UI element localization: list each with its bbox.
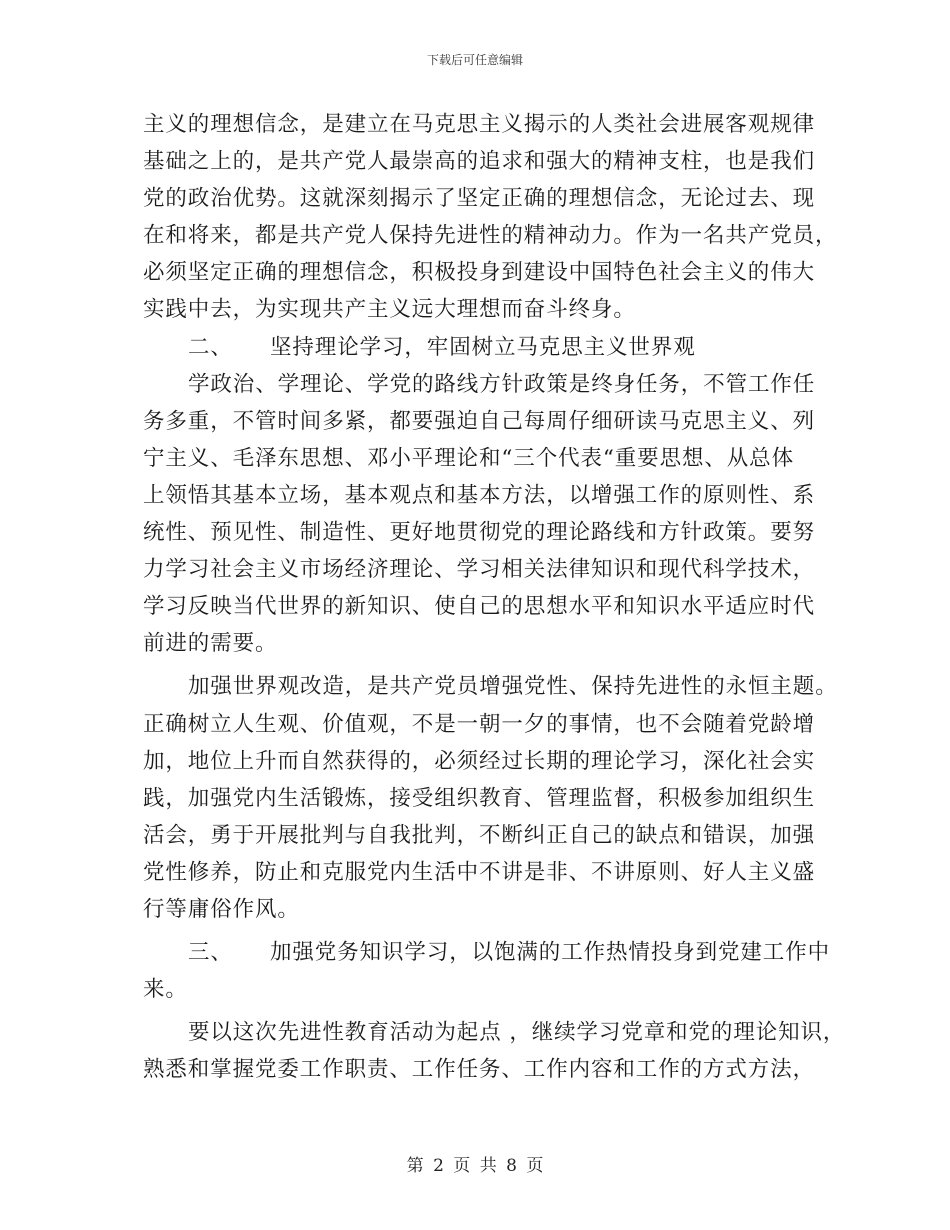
paragraph <box>143 668 838 928</box>
page-number: 第 2 页 共 8 页 <box>406 1156 544 1176</box>
text-line: 力学习社会主义市场经济理论、学习相关法律知识和现代科学技术， <box>143 557 816 583</box>
text-line: 基础之上的，是共产党人最崇高的追求和强大的精神支柱，也是我们 <box>143 149 816 175</box>
section-heading <box>143 934 831 971</box>
text-line: 前进的需要。 <box>143 631 278 657</box>
text-line: 加强世界观改造，是共产党员增强党性、保持先进性的永恒主题。 <box>188 674 838 700</box>
page-header-note: 下载后可任意编辑 <box>426 53 523 67</box>
text-line: 必须坚定正确的理想信念，积极投身到建设中国特色社会主义的伟大 <box>143 260 816 286</box>
section-title: 坚持理论学习，牢固树立马克思主义世界观 <box>270 334 696 360</box>
text-line: 主义的理想信念，是建立在马克思主义揭示的人类社会进展客观规律 <box>143 112 816 137</box>
text-line: 学习反映当代世界的新知识、使自己的思想水平和知识水平适应时代 <box>143 594 816 620</box>
section-number: 三、 <box>188 940 233 966</box>
text-line: 上领悟其基本立场，基本观点和基本方法，以增强工作的原则性、系 <box>143 482 816 508</box>
section-number: 二、 <box>188 334 233 360</box>
document-body <box>143 106 846 1088</box>
paragraph <box>143 1014 846 1088</box>
text-line: 党的政治优势。这就深刻揭示了坚定正确的理想信念，无论过去、现 <box>143 186 816 212</box>
text-line: 加，地位上升而自然获得的，必须经过长期的理论学习，深化社会实 <box>143 748 816 774</box>
text-line: 要以这次先进性教育活动为起点 ，继续学习党章和党的理论知识， <box>188 1020 846 1046</box>
text-line: 党性修养，防止和克服党内生活中不讲是非、不讲原则、好人主义盛 <box>143 859 816 885</box>
text-line: 正确树立人生观、价值观，不是一朝一夕的事情，也不会随着党龄增 <box>143 711 816 737</box>
text-line: 活会，勇于开展批判与自我批判，不断纠正自己的缺点和错误，加强 <box>143 822 816 848</box>
text-line: 在和将来，都是共产党人保持先进性的精神动力。作为一名共产党员， <box>143 223 838 249</box>
text-line: 务多重，不管时间多紧，都要强迫自己每周仔细研读马克思主义、列 <box>143 408 816 434</box>
text-line: 践，加强党内生活锻炼，接受组织教育、管理监督，积极参加组织生 <box>143 785 816 811</box>
text-line: 实践中去，为实现共产主义远大理想而奋斗终身。 <box>143 297 636 323</box>
text-line: 熟悉和掌握党委工作职责、工作任务、工作内容和工作的方式方法， <box>143 1057 816 1083</box>
text-line: 统性、预见性、制造性、更好地贯彻党的理论路线和方针政策。要努 <box>143 520 816 546</box>
paragraph <box>143 366 823 663</box>
text-line: 行等庸俗作风。 <box>143 896 300 922</box>
section-title: 加强党务知识学习，以饱满的工作热情投身到党建工作中 <box>270 940 831 966</box>
text-line: 宁主义、毛泽东思想、邓小平理论和“三个代表“重要思想、从总体 <box>143 445 794 471</box>
text-line: 学政治、学理论、学党的路线方针政策是终身任务，不管工作任 <box>188 371 816 397</box>
section-title-continuation: 来。 <box>143 977 188 1003</box>
section-heading <box>143 329 823 366</box>
paragraph <box>143 106 838 329</box>
